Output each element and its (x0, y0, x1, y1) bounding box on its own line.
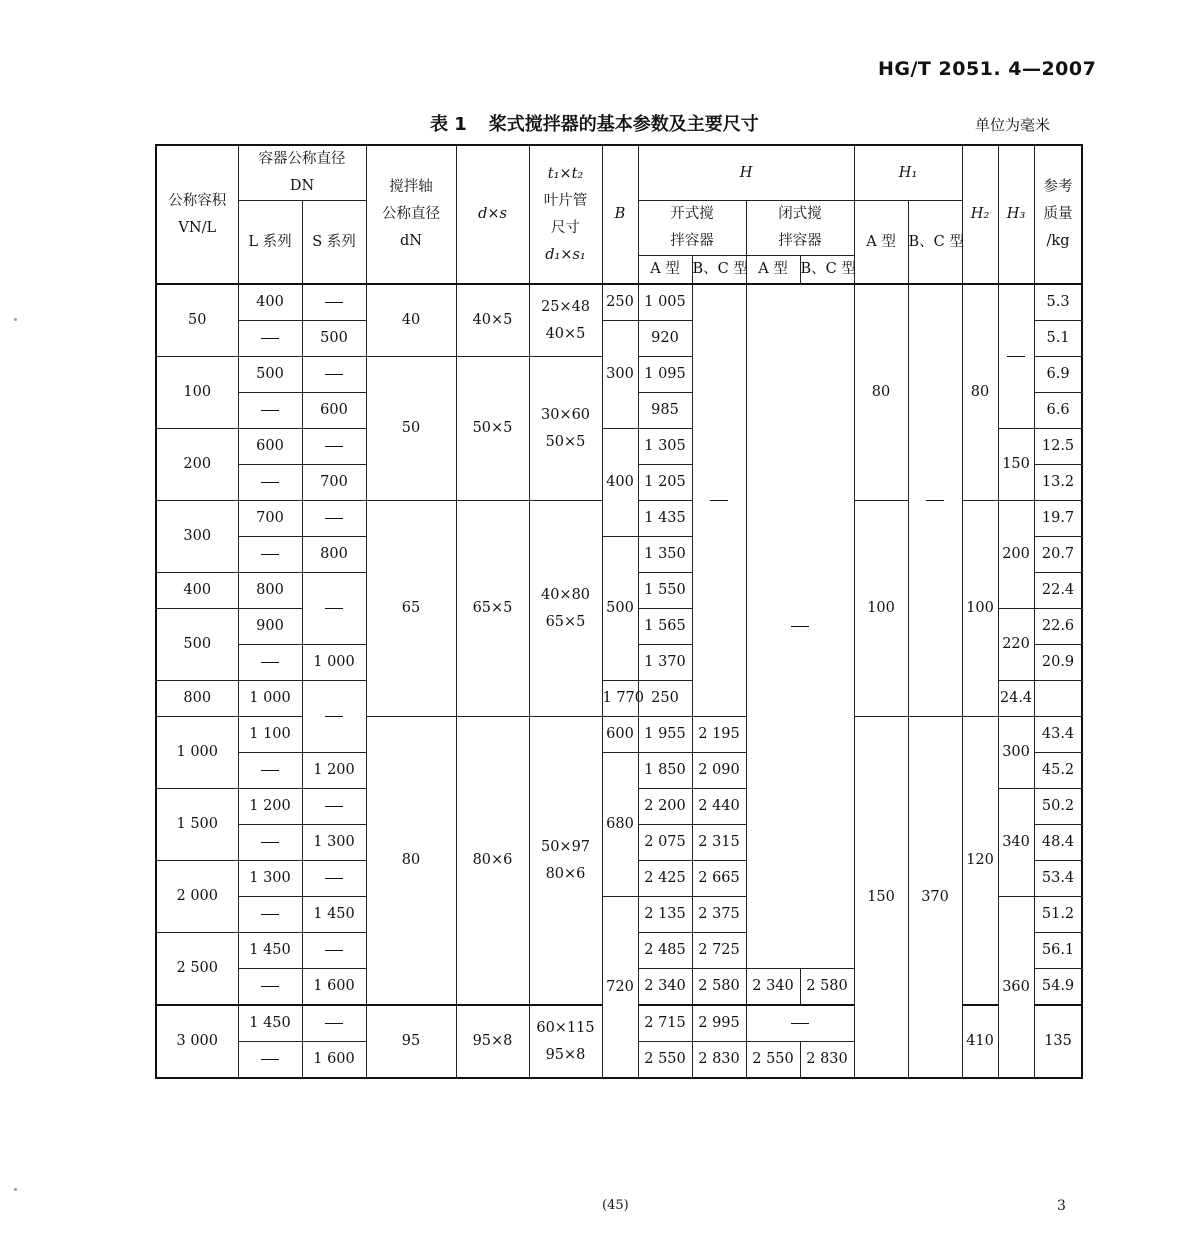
cell: 2 195 (692, 717, 746, 753)
hdr-weight: 参考 质量 /kg (1034, 145, 1082, 284)
dash-cell (238, 897, 302, 933)
dash-mark (325, 878, 343, 879)
cell: 220 (998, 609, 1034, 681)
cell: 30×60 50×5 (529, 357, 602, 501)
cell: 900 (238, 609, 302, 645)
cell: 12.5 (1034, 429, 1082, 465)
caption-prefix: 表 1 (430, 114, 467, 135)
dash-cell (238, 393, 302, 429)
dash-mark (325, 302, 343, 303)
cell: 800 (302, 537, 366, 573)
cell: 340 (998, 789, 1034, 897)
hdr-h2: H₂ (962, 145, 998, 284)
dash-cell (302, 1005, 366, 1042)
dash-cell (238, 753, 302, 789)
dash-cell (302, 933, 366, 969)
dash-mark (261, 410, 279, 411)
cell: 500 (238, 357, 302, 393)
cell: 400 (156, 573, 238, 609)
dash-mark (325, 716, 343, 717)
cell: 54.9 (1034, 969, 1082, 1006)
parameter-table (155, 144, 1083, 1079)
cell: 600 (302, 393, 366, 429)
cell: 1 435 (638, 501, 692, 537)
cell: 80×6 (456, 717, 529, 1006)
cell: 13.2 (1034, 465, 1082, 501)
cell: 2 340 (638, 969, 692, 1006)
cell: 200 (998, 501, 1034, 609)
cell: 51.2 (1034, 897, 1082, 933)
cell: 25×48 40×5 (529, 284, 602, 357)
cell: 6.9 (1034, 357, 1082, 393)
cell: 1 600 (302, 1042, 366, 1079)
cell: 1 300 (238, 861, 302, 897)
dash-cell (238, 825, 302, 861)
cell: 250 (602, 284, 638, 321)
cell: 3 000 (156, 1005, 238, 1078)
cell: 100 (962, 501, 998, 717)
cell: 56.1 (1034, 933, 1082, 969)
dash-cell (302, 861, 366, 897)
dash-mark (1007, 356, 1025, 357)
cell: 40 (366, 284, 456, 357)
cell: 2 135 (638, 897, 692, 933)
table-row (156, 284, 1082, 321)
dash-cell (238, 645, 302, 681)
dash-mark (926, 500, 944, 501)
cell: 80 (854, 284, 908, 501)
cell: 100 (156, 357, 238, 429)
cell: 40×5 (456, 284, 529, 357)
cell: 1 850 (638, 753, 692, 789)
cell: 1 370 (638, 645, 692, 681)
cell: 50 (366, 357, 456, 501)
dash-cell (238, 1042, 302, 1079)
cell: 2 440 (692, 789, 746, 825)
cell: 2 485 (638, 933, 692, 969)
cell: 1 450 (238, 933, 302, 969)
cell: 200 (156, 429, 238, 501)
cell: 40×80 65×5 (529, 501, 602, 717)
cell: 1 550 (638, 573, 692, 609)
cell: 65×5 (456, 501, 529, 717)
scan-speck (14, 1188, 17, 1191)
cell: 22.6 (1034, 609, 1082, 645)
cell: 360 (998, 897, 1034, 1079)
cell: 2 090 (692, 753, 746, 789)
dash-cell (302, 284, 366, 321)
cell: 19.7 (1034, 501, 1082, 537)
cell: 1 000 (302, 645, 366, 681)
cell: 2 500 (156, 933, 238, 1006)
dash-mark (261, 338, 279, 339)
dash-mark (325, 446, 343, 447)
hdr-h1-bc: B、C 型 (908, 201, 962, 285)
cell: 700 (302, 465, 366, 501)
hdr-b: B (602, 145, 638, 284)
cell: 50×5 (456, 357, 529, 501)
cell: 300 (602, 321, 638, 429)
hdr-closed-bc: B、C 型 (800, 256, 854, 285)
cell: 43.4 (1034, 717, 1082, 753)
cell: 1 095 (638, 357, 692, 393)
unit-note: 单位为毫米 (975, 116, 1051, 134)
cell: 400 (238, 284, 302, 321)
cell: 2 375 (692, 897, 746, 933)
cell: 1 200 (302, 753, 366, 789)
dash-cell (746, 1005, 854, 1042)
cell: 53.4 (1034, 861, 1082, 897)
table-row (156, 717, 1082, 753)
dash-cell (692, 284, 746, 717)
cell: 20.9 (1034, 645, 1082, 681)
dash-mark (261, 662, 279, 663)
dash-mark (261, 770, 279, 771)
cell: 250 (638, 681, 692, 717)
cell: 50×97 80×6 (529, 717, 602, 1006)
cell: 5.3 (1034, 284, 1082, 321)
cell: 45.2 (1034, 753, 1082, 789)
cell: 80 (366, 717, 456, 1006)
cell: 1 205 (638, 465, 692, 501)
cell: 800 (156, 681, 238, 717)
dash-cell (302, 681, 366, 753)
cell: 1 005 (638, 284, 692, 321)
cell: 720 (602, 897, 638, 1079)
hdr-container-dn: 容器公称直径 DN (238, 145, 366, 201)
dash-cell (302, 429, 366, 465)
hdr-h-open: 开式搅 拌容器 (638, 201, 746, 256)
cell: 1 000 (238, 681, 302, 717)
cell: 95 (366, 1005, 456, 1078)
dash-mark (261, 1059, 279, 1060)
cell: 1 600 (302, 969, 366, 1006)
page-number: (45) (602, 1198, 629, 1213)
cell: 300 (998, 717, 1034, 789)
hdr-d-s: d×s (456, 145, 529, 284)
hdr-h3: H₃ (998, 145, 1034, 284)
cell: 2 425 (638, 861, 692, 897)
cell: 500 (156, 609, 238, 681)
cell: 1 955 (638, 717, 692, 753)
cell: 680 (602, 753, 638, 897)
cell: 50 (156, 284, 238, 357)
cell: 95×8 (456, 1005, 529, 1078)
dash-cell (238, 465, 302, 501)
cell: 2 200 (638, 789, 692, 825)
cell: 150 (998, 429, 1034, 501)
hdr-h-closed: 闭式搅 拌容器 (746, 201, 854, 256)
hdr-blade-tube: t₁×t₂ 叶片管 尺寸 d₁×s₁ (529, 145, 602, 284)
cell: 2 995 (692, 1005, 746, 1042)
cell: 985 (638, 393, 692, 429)
cell: 2 550 (746, 1042, 800, 1079)
hdr-closed-a: A 型 (746, 256, 800, 285)
cell: 2 830 (800, 1042, 854, 1079)
cell: 24.4 (998, 681, 1034, 717)
cell: 6.6 (1034, 393, 1082, 429)
cell: 1 000 (156, 717, 238, 789)
cell: 2 725 (692, 933, 746, 969)
dash-mark (261, 554, 279, 555)
cell: 600 (602, 717, 638, 753)
dash-mark (791, 1023, 809, 1024)
hdr-open-a: A 型 (638, 256, 692, 285)
dash-mark (261, 986, 279, 987)
dash-cell (238, 321, 302, 357)
dash-mark (261, 914, 279, 915)
scan-speck (14, 318, 17, 321)
cell: 150 (854, 717, 908, 1079)
hdr-shaft-dn: 搅拌轴 公称直径 dN (366, 145, 456, 284)
cell: 2 000 (156, 861, 238, 933)
cell: 65 (366, 501, 456, 717)
cell: 1 100 (238, 717, 302, 753)
cell: 22.4 (1034, 573, 1082, 609)
dash-mark (791, 626, 809, 627)
table-caption (430, 110, 759, 136)
cell: 500 (602, 537, 638, 681)
caption-text: 桨式搅拌器的基本参数及主要尺寸 (488, 114, 759, 135)
cell: 700 (238, 501, 302, 537)
cell: 1 450 (238, 1005, 302, 1042)
dash-mark (325, 950, 343, 951)
dash-cell (746, 284, 854, 969)
dash-mark (325, 806, 343, 807)
cell: 1 450 (302, 897, 366, 933)
dash-mark (325, 518, 343, 519)
cell: 2 340 (746, 969, 800, 1006)
cell: 300 (156, 501, 238, 573)
cell: 120 (962, 717, 998, 1006)
dash-mark (325, 608, 343, 609)
dash-mark (261, 842, 279, 843)
hdr-h: H (638, 145, 854, 201)
cell: 1 350 (638, 537, 692, 573)
cell: 80 (962, 284, 998, 501)
cell: 2 580 (692, 969, 746, 1006)
dash-cell (302, 501, 366, 537)
cell: 600 (238, 429, 302, 465)
cell: 800 (238, 573, 302, 609)
dash-mark (710, 500, 728, 501)
cell: 400 (602, 429, 638, 537)
dash-cell (302, 789, 366, 825)
dash-cell (998, 284, 1034, 429)
hdr-l-series: L 系列 (238, 201, 302, 285)
cell: 410 (962, 1005, 998, 1078)
cell: 1 300 (302, 825, 366, 861)
cell: 5.1 (1034, 321, 1082, 357)
hdr-h1-a: A 型 (854, 201, 908, 285)
dash-cell (302, 573, 366, 645)
cell: 370 (908, 717, 962, 1079)
cell: 500 (302, 321, 366, 357)
hdr-h1: H₁ (854, 145, 962, 201)
cell: 48.4 (1034, 825, 1082, 861)
dash-mark (325, 1023, 343, 1024)
standard-number: HG/T 2051. 4—2007 (878, 58, 1097, 80)
cell: 60×115 95×8 (529, 1005, 602, 1078)
cell: 1 770 (602, 681, 638, 717)
hdr-s-series: S 系列 (302, 201, 366, 285)
cell: 2 075 (638, 825, 692, 861)
cell: 2 830 (692, 1042, 746, 1079)
cell: 2 550 (638, 1042, 692, 1079)
cell: 50.2 (1034, 789, 1082, 825)
cell: 2 665 (692, 861, 746, 897)
dash-cell (908, 284, 962, 717)
cell: 135 (1034, 1005, 1082, 1078)
cell: 1 500 (156, 789, 238, 861)
cell: 1 305 (638, 429, 692, 465)
cell: 1 200 (238, 789, 302, 825)
cell: 920 (638, 321, 692, 357)
cell: 2 715 (638, 1005, 692, 1042)
dash-mark (325, 374, 343, 375)
dash-cell (238, 537, 302, 573)
cell: 1 565 (638, 609, 692, 645)
cell: 2 580 (800, 969, 854, 1006)
cell: 2 315 (692, 825, 746, 861)
dash-cell (302, 357, 366, 393)
hdr-capacity: 公称容积 VN/L (156, 145, 238, 284)
sheet-number: 3 (1057, 1198, 1066, 1214)
hdr-open-bc: B、C 型 (692, 256, 746, 285)
dash-mark (261, 482, 279, 483)
cell: 20.7 (1034, 537, 1082, 573)
cell: 100 (854, 501, 908, 717)
dash-cell (238, 969, 302, 1006)
